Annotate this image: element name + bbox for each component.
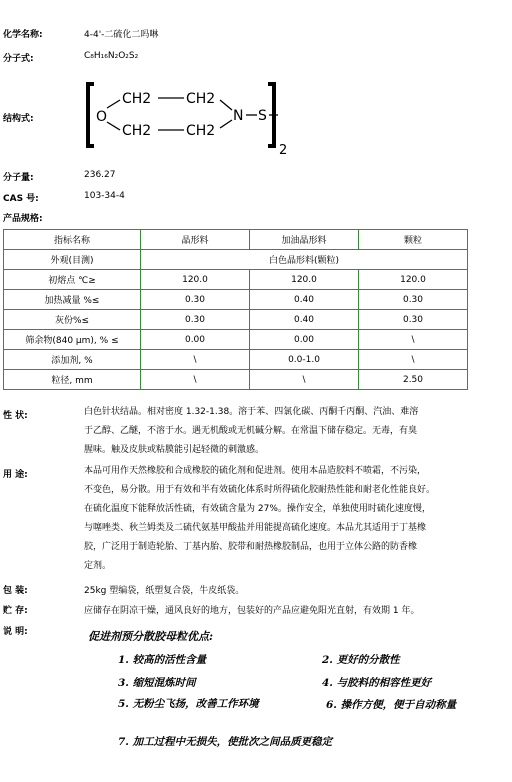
header-cell: 加油晶形料 [250,230,359,250]
text-line: 胶，广泛用于制造轮胎、丁基内胎、胶带和耐热橡胶制品，也用于立体公路的防香橡 [84,542,418,552]
packaging-label: 包 装: [3,586,28,596]
table-row [4,330,468,350]
cell: 120.0 [141,270,250,290]
formula-value: C₈H₁₆N₂O₂S₂ [84,51,139,61]
notes-label: 说 明: [3,627,28,637]
advantage-item: 2. 更好的分散性 [322,654,400,666]
chem-name-label: 化学名称: [3,30,43,40]
table-row [4,250,468,270]
atom-n: N [233,108,244,124]
appearance-value: 白色晶形料(颗粒) [141,250,468,270]
structure-formula [86,78,316,158]
structure-label: 结构式: [3,114,34,124]
cas-label: CAS 号: [3,194,39,204]
chem-name-value: 4-4'-二硫化二吗啉 [84,30,159,40]
cell: 0.40 [250,310,359,330]
text-line: 本品可用作天然橡胶和合成橡胶的硫化剂和促进剂。使用本品造胶料不喷霜，不污染， [84,466,427,476]
cell: 120.0 [359,270,468,290]
properties-label: 性 状: [3,411,28,421]
advantage-item: 4. 与胶料的相容性更好 [322,677,432,689]
atom-ch2-bot-left: CH2 [122,123,152,139]
advantage-item: 7. 加工过程中无损失，使批次之间品质更稳定 [118,736,333,748]
advantage-item: 6. 操作方便，便于自动称量 [326,699,457,711]
cell: 0.30 [359,290,468,310]
mol-weight-label: 分子量: [3,173,34,183]
advantage-item: 3. 缩短混炼时间 [118,677,196,689]
cell: 0.40 [250,290,359,310]
cell: \ [141,350,250,370]
spec-label: 产品规格: [3,214,43,224]
atom-ch2-top-right: CH2 [186,91,216,107]
table-row [4,290,468,310]
cell: 0.0-1.0 [250,350,359,370]
cell: \ [359,330,468,350]
text-line: 白色针状结晶。相对密度 1.32-1.38。溶于苯、四氯化碳、丙酮千丙酮、汽油、难溶 [84,407,419,417]
advantage-item: 5. 无粉尘飞扬，改善工作环境 [118,698,259,710]
table-header-row [4,230,468,250]
usage-text [84,462,459,576]
table-row [4,350,468,370]
packaging-value: 25kg 塑编袋，纸塑复合袋，牛皮纸袋。 [84,586,245,596]
bond-o-bottom [107,122,120,130]
row-name: 添加剂, % [4,350,141,370]
header-cell: 指标名称 [4,230,141,250]
cell: 0.00 [250,330,359,350]
advantage-item: 1. 较高的活性含量 [118,654,207,666]
text-line: 与噻唑类、秋兰姆类及二硫代氨基甲酸盐并用能提高硫化速度。本品尤其适用于丁基橡 [84,523,427,533]
advantages-title: 促进剂预分散胶母粒优点: [88,630,214,643]
usage-label: 用 途: [3,470,28,480]
cell: 0.30 [141,290,250,310]
row-name: 粒径, mm [4,370,141,390]
row-name: 加热减量 %≤ [4,290,141,310]
bond-n-bottom [220,120,232,128]
cell: \ [141,370,250,390]
row-name: 灰份%≤ [4,310,141,330]
cas-value: 103-34-4 [84,191,125,201]
left-bracket [88,84,94,146]
cell: \ [250,370,359,390]
text-line: 腥味。触及皮肤或粘膜能引起轻微的刺激感。 [84,445,265,455]
subscript-2: 2 [279,143,288,158]
table-row [4,370,468,390]
properties-text [84,403,459,460]
row-name: 初熔点 ℃≥ [4,270,141,290]
cell: 0.00 [141,330,250,350]
atom-o: O [96,109,108,125]
cell: 0.30 [141,310,250,330]
atom-s: S [258,108,267,124]
row-name: 外观(目测) [4,250,141,270]
text-line: 不变色，易分散。用于有效和半有效硫化体系时所得硫化胶耐热性能和耐老化性能良好。 [84,485,436,495]
bond-n-top [220,100,232,110]
text-line: 于乙醇、乙醚，不溶于水。遇无机酸或无机碱分解。在常温下储存稳定。无毒，有臭 [84,426,418,436]
cell: 2.50 [359,370,468,390]
text-line: 在硫化温度下能释放活性硫，有效硫含量为 27%。操作安全，单独使用时硫化速度慢， [84,504,431,514]
formula-label: 分子式: [3,54,34,64]
storage-label: 贮 存: [3,606,28,616]
header-cell: 颗粒 [359,230,468,250]
atom-ch2-bot-right: CH2 [186,123,216,139]
row-name: 筛余物(840 μm), % ≤ [4,330,141,350]
storage-value: 应储存在阴凉干燥，通风良好的地方，包装好的产品应避免阳光直射，有效期 1 年。 [84,606,420,616]
table-row [4,270,468,290]
text-line: 定剂。 [84,561,112,571]
cell: \ [359,350,468,370]
table-row [4,310,468,330]
spec-table [3,229,468,390]
atom-ch2-top-left: CH2 [122,91,152,107]
bond-o-top [107,100,120,108]
cell: 120.0 [250,270,359,290]
header-cell: 晶形料 [141,230,250,250]
cell: 0.30 [359,310,468,330]
mol-weight-value: 236.27 [84,170,116,180]
